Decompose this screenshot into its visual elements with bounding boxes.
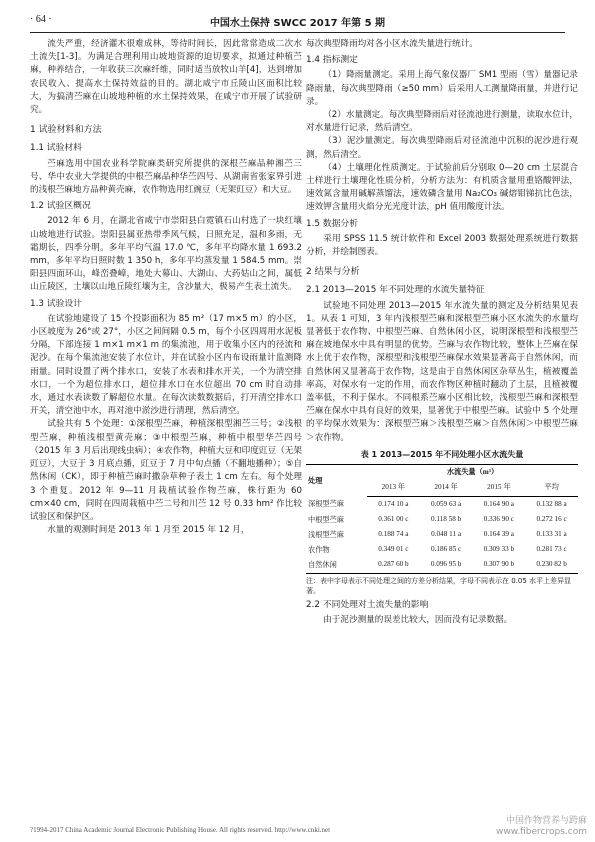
table-cell: 0.164 39 a	[483, 529, 514, 538]
row-label: 中根型苎麻	[308, 514, 344, 524]
table-cell: 0.361 00 c	[378, 514, 409, 523]
table-cell: 0.336 90 c	[483, 514, 514, 523]
table-cell: 0.309 33 b	[483, 545, 515, 554]
table-cell: 0.096 95 b	[420, 557, 473, 573]
row-label: 自然休闲	[306, 557, 367, 573]
table-row	[306, 542, 578, 557]
table-cell: 0.272 16 c	[536, 514, 567, 523]
table-cell: 0.059 63 a	[431, 499, 462, 508]
table-cell: 0.048 11 a	[431, 529, 462, 538]
measurement-item-2: （2）水量测定。每次典型降雨后对径流池进行测量，读取水位计，对水量进行记录，然后清空。	[306, 110, 578, 134]
watermark-line-1: 中国作物营养与跨麻	[505, 816, 587, 826]
watermark-line-2: www.fibercrops.com	[496, 827, 587, 837]
design-paragraph-1: 在试验地建设了 15 个投影面积为 85 m²（17 m×5 m）的小区，小区坡度为 26°或 27°，小区之间间隔 0.5 m，每个小区四周用水泥板分隔，下部连接 1 m×1 m×1 m 的集流池，用于收集小区内的径流和泥沙。在每个集流池安装了水位计，并在试验小区内布设雨量计监测降雨量。同时设置了两个排水口，安装了水表和排水开关，一个为清空排水口，一个为超位排水口，超位排水口在水位超出 70 cm 时自动排水，通过水表读数了解超位水量。在每次读数数据后，打开清空排水口开关，清空池中水，再对池中淤沙进行清理，然后清空。	[30, 313, 302, 417]
table-cell: 0.133 31 a	[536, 529, 567, 538]
row-label: 农作物	[308, 545, 330, 555]
table-row	[306, 527, 578, 542]
table-cell: 0.174 10 a	[378, 499, 409, 508]
table-cell: 0.349 01 c	[378, 545, 409, 554]
section-1-3-heading: 1.3 试验设计	[30, 298, 82, 309]
running-header	[30, 10, 565, 33]
table-cell: 0.230 82 b	[525, 557, 578, 573]
table-cell: 0.188 74 a	[378, 529, 409, 538]
row-label: 深根型苎麻	[308, 499, 344, 509]
table-header-treatment: 处理	[306, 465, 367, 496]
copyright-footer: ?1994-2017 China Academic Journal Electronic Publishing House. All rights reserved. http://www.cnki.net	[30, 826, 331, 834]
table-cell: 0.118 58 b	[430, 514, 462, 523]
materials-paragraph: 苎麻选用中国农业科学院麻类研究所提供的深根苎麻品种湘苎三号、华中农业大学提供的中根苎麻品种华苎四号、从湖南省张家界引进的浅根苎麻地方品种黄壳麻，农作物选用红豌豆（无架豇豆）和大豆。	[30, 158, 302, 196]
section-1-2-heading: 1.2 试验区概况	[30, 201, 91, 212]
journal-title: 中国水土保持 SWCC 2017 年第 5 期	[209, 18, 386, 29]
table-cell: 0.164 90 a	[483, 499, 514, 508]
site-watermark	[496, 816, 587, 838]
table-header-year: 2015 年	[472, 480, 525, 496]
continued-paragraph: 每次典型降雨均对各小区水流失量进行统计。	[306, 39, 478, 49]
measurement-item-4: （4）土壤理化性质测定。于试验前后分别取 0—20 cm 土层混合土样进行土壤理化性质分析，分析方法为：有机质含量用重铬酸钾法，速效氮含量用碱解蒸馏法，速效磷含量用 Na₂CO₃ 碱熔钼锑抗比色法，速效钾含量用火焰分光光度计法，pH 值用酸度计法。	[306, 162, 578, 213]
table-cell: 0.132 88 a	[536, 499, 567, 508]
section-1-1-heading: 1.1 试验材料	[30, 143, 82, 154]
section-2-heading: 2 结果与分析	[306, 267, 360, 278]
intro-paragraph: 流失严重，经济灌木很难成林，等待时间长，因此常常造成二次水土流失[1-3]。为满足合理利用山坡地资源的迫切要求，拟通过种植苎麻，种养结合，一年收获三次麻纤维，同时适当放牧山羊[4]，达到增加农民收入、提高水土保持效益的目的。湖北咸宁市丘陵山区面积比较大，为搞清苎麻在山坡地种植的水土保持效果，在咸宁市开展了试验研究。	[30, 39, 302, 116]
table-header-average: 平均	[525, 480, 578, 496]
table-header-group: 水流失量（m³）	[367, 465, 578, 481]
table-row	[306, 512, 578, 527]
analysis-paragraph: 采用 SPSS 11.5 统计软件和 Excel 2003 数据处理系统进行数据分析，并绘制图表。	[306, 233, 578, 258]
section-1-5-heading: 1.5 数据分析	[306, 218, 358, 229]
left-column	[30, 38, 302, 537]
measurement-item-1: （1）降雨量测定。采用上海气象仪器厂 SM1 型雨（雪）量器记录降雨量，每次典型降雨（≥50 mm）后采用人工测量降雨量，并进行记录。	[306, 70, 578, 107]
design-paragraph-2: 试验共有 5 个处理：①深根型苎麻，种植深根型湘苎三号；②浅根型苎麻，种植浅根型黄壳麻；③中根型苎麻，种植中根型华苎四号（2015 年 3 月后出现线虫病）；④农作物，种植大豆和印度豇豆（无架豇豆），大豆于 3 月底点播，豇豆于 7 月中旬点播（不翻地播种）；⑤自然休闲（CK），即于种植苎麻时撒杂草种子表土 1 cm 左右。每个处理 3 个重复。2012 年 9—11 月栽植试验作物苎麻，株行距为 60 cm×40 cm，同时在四周栽植中苎二号和川苎 12 号 0.33 hm² 作比较试验区和保护区。	[30, 419, 302, 522]
water-loss-table	[306, 464, 578, 573]
row-label: 浅根型苎麻	[308, 529, 344, 539]
table-cell: 0.287 60 b	[367, 557, 420, 573]
table-row	[306, 496, 578, 512]
table-header-year: 2013 年	[367, 480, 420, 496]
table-caption: 表 1 2013—2015 年不同处理小区水流失量	[360, 449, 524, 459]
measurement-item-3: （3）泥沙量测定。每次典型降雨后对径流池中沉积的泥沙进行观测，然后清空。	[306, 136, 578, 160]
section-2-2-heading: 2.2 不同处理对土流失量的影响	[306, 599, 429, 610]
right-column	[306, 38, 578, 627]
table-header-year: 2014 年	[420, 480, 473, 496]
section-1-heading: 1 试验材料和方法	[30, 125, 102, 136]
site-paragraph: 2012 年 6 月，在湖北省咸宁市崇阳县白霓镇石山村选了一块红壤山坡地进行试验。崇阳县属亚热带季风气候，日照充足，温和多雨，无霜期长，四季分明。多年平均气温 17.0 ℃，多年平均降水量 1 693.2 mm，多年平均日照时数 1 350 h，多年平均蒸发量 1 584.5 mm。崇阳县四面环山，峰峦叠嶂，地处大幕山、大湖山、大药姑山之间，属低山丘陵区，土壤以山地丘陵红壤为主，含沙量大，极易产生表土流失。	[30, 216, 302, 293]
section-1-4-heading: 1.4 指标测定	[306, 55, 358, 66]
page-number: · 64 ·	[30, 14, 52, 25]
sediment-paragraph: 由于泥沙测量的误差比较大，因而没有记录数据。	[323, 614, 513, 625]
results-paragraph: 试验地不同处理 2013—2015 年水流失量的测定及分析结果见表 1。从表 1 可知，3 年内浅根型苎麻和深根型苎麻小区水流失的水量均显著低于农作物、中根型苎麻、自然休闲小区，说明深根型和浅根型苎麻在坡地保水中具有明显的优势。苎麻与农作物比较，整体上苎麻在保水上优于农作物，深根型和浅根型苎麻保水效果显著高于自然休闲，而自然休闲又显著高于农作物，这是由于自然休闲区杂草丛生，植被覆盖率高，对保水有一定的作用，而农作物区种植时翻动了土层，且植被覆盖率低，不利于保水。不同根系苎麻小区相比较，浅根型苎麻和深根型苎麻在保水中具有良好的效果，显著优于中根型苎麻。试验中 5 个处理的平均保水效果为：深根型苎麻＞浅根型苎麻＞自然休闲＞中根型苎麻＞农作物。	[306, 300, 578, 443]
table-cell: 0.307 90 b	[472, 557, 525, 573]
table-cell: 0.281 73 c	[536, 545, 567, 554]
design-paragraph-3: 水量的观测时间是 2013 年 1 月至 2015 年 12 月，	[47, 525, 250, 536]
table-row	[306, 557, 578, 573]
table-note: 注：表中字母表示不同处理之间的方差分析结果，字母不同表示在 0.05 水平上差异显著。	[306, 576, 572, 595]
table-cell: 0.186 85 c	[431, 545, 462, 554]
section-2-1-heading: 2.1 2013—2015 年不同处理的水流失量特征	[306, 285, 485, 296]
